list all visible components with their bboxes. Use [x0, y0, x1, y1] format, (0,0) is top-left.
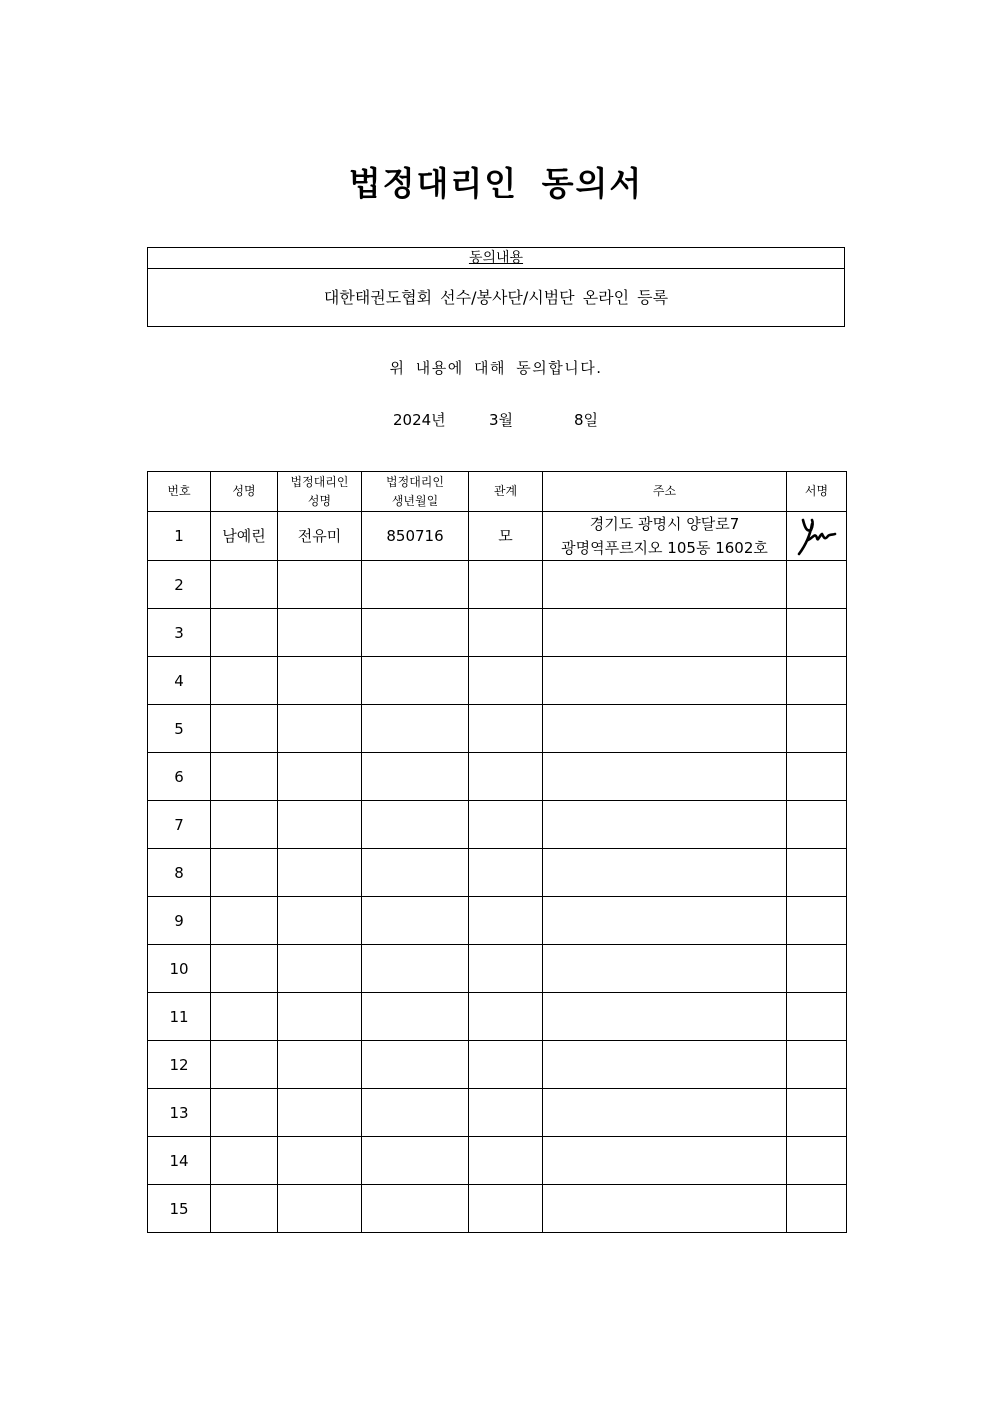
cell-guardian-name: [278, 705, 362, 753]
cell-no: 9: [148, 897, 211, 945]
cell-guardian-name: [278, 945, 362, 993]
cell-signature: [787, 1041, 847, 1089]
cell-signature: [787, 657, 847, 705]
cell-name: [211, 1185, 278, 1233]
cell-address: [543, 753, 787, 801]
cell-no: 12: [148, 1041, 211, 1089]
cell-guardian-birth: [362, 993, 469, 1041]
cell-name: [211, 993, 278, 1041]
cell-guardian-name: [278, 657, 362, 705]
cell-guardian-birth: [362, 657, 469, 705]
cell-guardian-name: [278, 897, 362, 945]
consent-header: 동의내용: [148, 248, 844, 269]
cell-guardian-name: [278, 609, 362, 657]
cell-name: [211, 945, 278, 993]
header-guardian-birth: [362, 472, 469, 512]
table-row: [148, 1185, 847, 1233]
cell-guardian-name: [278, 561, 362, 609]
cell-address: [543, 1089, 787, 1137]
document-title: 법정대리인 동의서: [348, 164, 644, 203]
header-guardian-birth-line2: 생년월일: [391, 493, 439, 508]
header-name: 성명: [211, 472, 278, 512]
cell-guardian-birth: [362, 705, 469, 753]
address-line2: 광명역푸르지오 105동 1602호: [561, 539, 768, 557]
cell-no: 3: [148, 609, 211, 657]
cell-relation: [469, 897, 543, 945]
cell-name: 남예린: [211, 512, 278, 561]
table-row: [148, 512, 847, 561]
cell-guardian-name: [278, 801, 362, 849]
table-row: [148, 561, 847, 609]
cell-guardian-birth: [362, 609, 469, 657]
cell-name: [211, 705, 278, 753]
cell-relation: [469, 561, 543, 609]
date-month: 3월: [489, 411, 514, 429]
agree-statement: 위 내용에 대해 동의합니다.: [389, 359, 603, 377]
cell-address: [543, 705, 787, 753]
cell-signature: [787, 512, 847, 561]
cell-name: [211, 801, 278, 849]
date-year: 2024년: [393, 411, 446, 429]
header-address: 주소: [543, 472, 787, 512]
cell-guardian-birth: [362, 1089, 469, 1137]
cell-guardian-birth: [362, 801, 469, 849]
consent-content: 대한태권도협회 선수/봉사단/시범단 온라인 등록: [323, 288, 669, 307]
cell-name: [211, 897, 278, 945]
cell-relation: [469, 657, 543, 705]
cell-name: [211, 753, 278, 801]
cell-signature: [787, 1089, 847, 1137]
table-row: [148, 657, 847, 705]
cell-address: [543, 1041, 787, 1089]
cell-guardian-birth: [362, 561, 469, 609]
cell-name: [211, 1137, 278, 1185]
cell-guardian-birth: [362, 849, 469, 897]
cell-no: 4: [148, 657, 211, 705]
header-guardian-name: [278, 472, 362, 512]
cell-guardian-name: [278, 993, 362, 1041]
cell-no: 2: [148, 561, 211, 609]
cell-guardian-name: [278, 849, 362, 897]
cell-signature: [787, 753, 847, 801]
cell-no: 15: [148, 1185, 211, 1233]
cell-no: 5: [148, 705, 211, 753]
table-row: [148, 753, 847, 801]
handwritten-signature: [795, 514, 839, 558]
cell-name: [211, 1041, 278, 1089]
table-row: [148, 705, 847, 753]
cell-guardian-name: [278, 1041, 362, 1089]
cell-relation: [469, 609, 543, 657]
cell-name: [211, 1089, 278, 1137]
cell-relation: [469, 1185, 543, 1233]
cell-signature: [787, 609, 847, 657]
cell-guardian-birth: [362, 945, 469, 993]
cell-guardian-name: [278, 1089, 362, 1137]
cell-address: [543, 512, 787, 561]
cell-address: [543, 993, 787, 1041]
cell-guardian-birth: [362, 1185, 469, 1233]
cell-address: [543, 1185, 787, 1233]
guardian-table: [147, 471, 847, 1233]
cell-guardian-birth: [362, 1041, 469, 1089]
header-signature: 서명: [787, 472, 847, 512]
cell-signature: [787, 1185, 847, 1233]
cell-relation: [469, 705, 543, 753]
cell-relation: [469, 1137, 543, 1185]
cell-signature: [787, 561, 847, 609]
table-row: [148, 849, 847, 897]
table-row: [148, 609, 847, 657]
table-row: [148, 1137, 847, 1185]
cell-address: [543, 801, 787, 849]
cell-guardian-name: [278, 753, 362, 801]
cell-no: 10: [148, 945, 211, 993]
cell-address: [543, 1137, 787, 1185]
table-row: [148, 801, 847, 849]
table-header-row: [148, 472, 847, 512]
cell-relation: [469, 1089, 543, 1137]
cell-name: [211, 609, 278, 657]
cell-signature: [787, 945, 847, 993]
cell-no: 6: [148, 753, 211, 801]
header-guardian-name-line1: 법정대리인: [290, 474, 349, 489]
cell-signature: [787, 993, 847, 1041]
cell-guardian-birth: [362, 1137, 469, 1185]
address-line1: 경기도 광명시 양달로7: [589, 515, 740, 533]
header-guardian-birth-line1: 법정대리인: [386, 474, 444, 489]
cell-signature: [787, 849, 847, 897]
table-row: [148, 1089, 847, 1137]
cell-relation: [469, 1041, 543, 1089]
table-row: [148, 1041, 847, 1089]
cell-address: [543, 945, 787, 993]
header-no: 번호: [148, 472, 211, 512]
cell-relation: 모: [469, 512, 543, 561]
cell-guardian-name: [278, 1137, 362, 1185]
consent-box: [147, 247, 845, 327]
cell-guardian-birth: 850716: [362, 512, 469, 561]
cell-signature: [787, 801, 847, 849]
cell-relation: [469, 753, 543, 801]
cell-address: [543, 561, 787, 609]
cell-name: [211, 849, 278, 897]
cell-no: 1: [148, 512, 211, 561]
cell-guardian-birth: [362, 897, 469, 945]
cell-signature: [787, 897, 847, 945]
header-relation: 관계: [469, 472, 543, 512]
cell-guardian-birth: [362, 753, 469, 801]
cell-guardian-name: 전유미: [278, 512, 362, 561]
cell-signature: [787, 1137, 847, 1185]
date-day: 8일: [574, 411, 599, 429]
cell-name: [211, 657, 278, 705]
cell-no: 7: [148, 801, 211, 849]
cell-guardian-name: [278, 1185, 362, 1233]
cell-address: [543, 849, 787, 897]
cell-no: 13: [148, 1089, 211, 1137]
cell-signature: [787, 705, 847, 753]
cell-no: 8: [148, 849, 211, 897]
cell-address: [543, 609, 787, 657]
cell-relation: [469, 993, 543, 1041]
cell-no: 14: [148, 1137, 211, 1185]
cell-address: [543, 657, 787, 705]
table-row: [148, 945, 847, 993]
table-row: [148, 897, 847, 945]
cell-address: [543, 897, 787, 945]
cell-relation: [469, 945, 543, 993]
cell-relation: [469, 801, 543, 849]
cell-name: [211, 561, 278, 609]
header-guardian-name-line2: 성명: [307, 493, 332, 508]
table-row: [148, 993, 847, 1041]
cell-relation: [469, 849, 543, 897]
date-line: [0, 410, 992, 430]
cell-no: 11: [148, 993, 211, 1041]
